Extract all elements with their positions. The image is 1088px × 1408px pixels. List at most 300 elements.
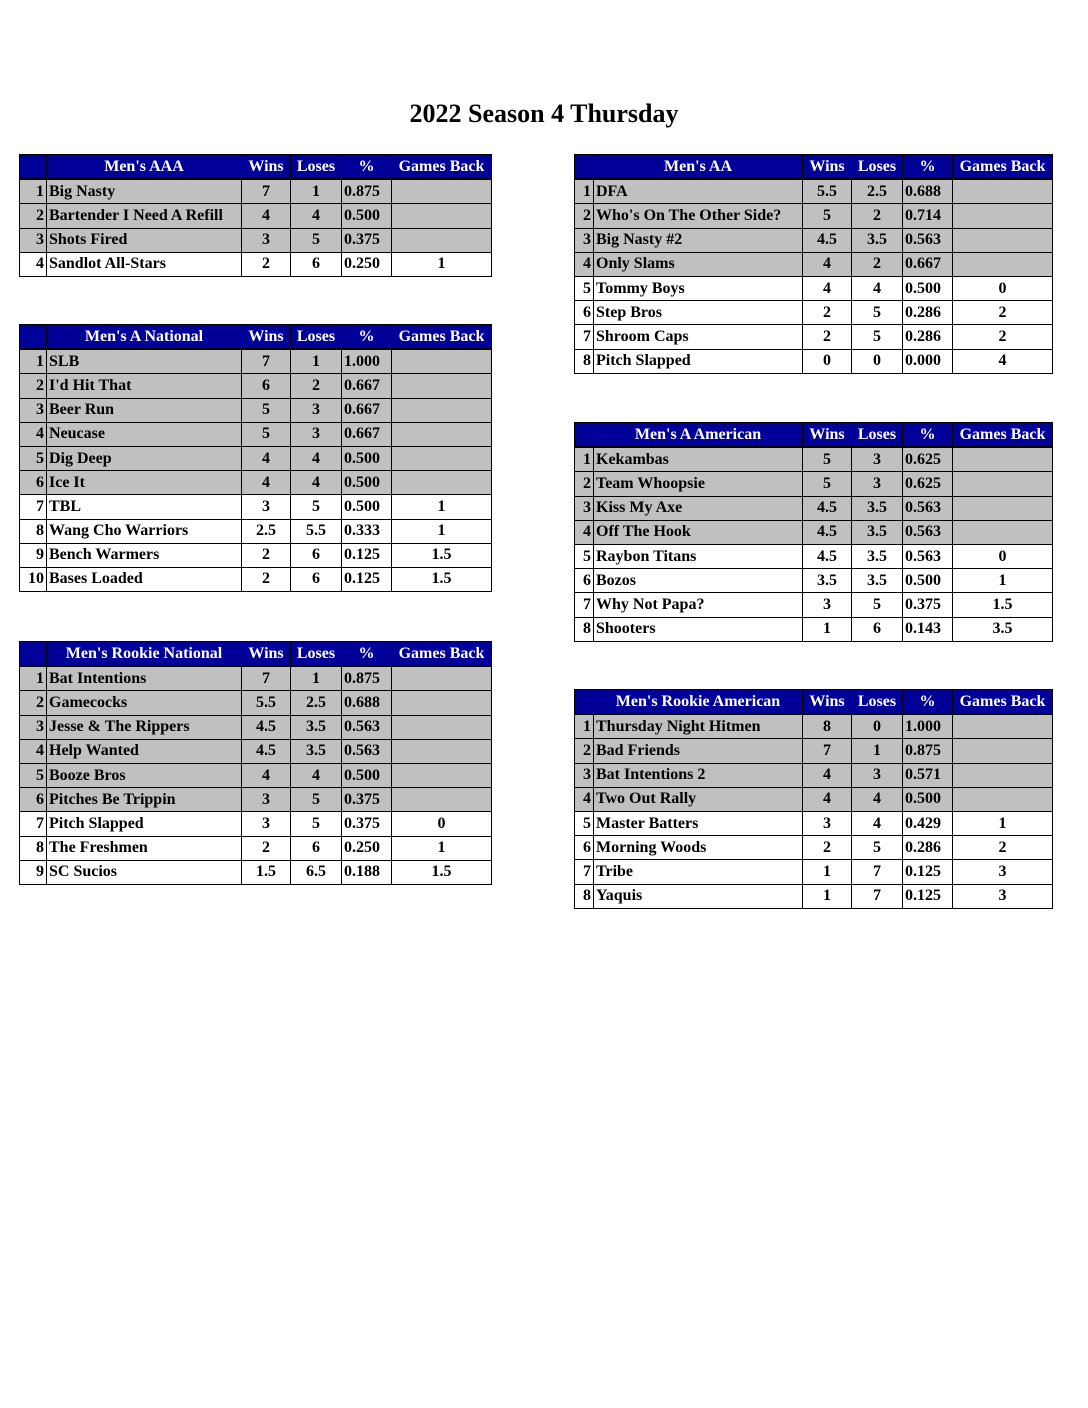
loses-cell: 2 [291, 374, 342, 398]
wins-cell: 4.5 [803, 544, 852, 568]
loses-cell: 6 [291, 543, 342, 567]
team-name-cell: Help Wanted [47, 739, 242, 763]
pct-cell: 0.125 [903, 884, 953, 908]
table-row [20, 788, 492, 812]
table-row [20, 763, 492, 787]
pct-cell: 0.500 [342, 446, 392, 470]
wins-cell: 4 [803, 276, 852, 300]
column-header-wins: Wins [803, 155, 852, 180]
games-back-cell: 1.5 [392, 860, 492, 884]
games-back-cell [953, 787, 1053, 811]
wins-cell: 4 [242, 471, 291, 495]
wins-cell: 7 [242, 179, 291, 204]
rank-cell: 4 [20, 739, 47, 763]
loses-cell: 5 [291, 812, 342, 836]
wins-cell: 1 [803, 617, 852, 641]
team-name-cell: Step Bros [594, 301, 803, 325]
loses-cell: 1 [291, 666, 342, 691]
games-back-cell: 1 [392, 252, 492, 276]
rank-cell: 3 [575, 228, 594, 252]
team-name-cell: Shroom Caps [594, 325, 803, 349]
wins-cell: 8 [803, 714, 852, 739]
pct-cell: 0.875 [342, 179, 392, 204]
column-header-games-back: Games Back [953, 155, 1053, 180]
loses-cell: 3.5 [852, 228, 903, 252]
table-row [20, 666, 492, 691]
team-name-cell: Bases Loaded [47, 567, 242, 591]
pct-cell: 0.286 [903, 325, 953, 349]
rank-cell: 9 [20, 543, 47, 567]
table-row [575, 179, 1053, 204]
games-back-cell [392, 398, 492, 422]
table-row [575, 593, 1053, 617]
table-row [575, 349, 1053, 373]
header-blank [20, 325, 47, 350]
pct-cell: 0.667 [342, 398, 392, 422]
pct-cell: 0.500 [903, 569, 953, 593]
pct-cell: 0.563 [903, 544, 953, 568]
wins-cell: 3.5 [803, 569, 852, 593]
rank-cell: 2 [575, 472, 594, 496]
pct-cell: 0.125 [903, 860, 953, 884]
games-back-cell: 3.5 [953, 617, 1053, 641]
pct-cell: 0.667 [342, 374, 392, 398]
table-row [20, 860, 492, 884]
loses-cell: 5 [291, 228, 342, 252]
wins-cell: 4.5 [803, 228, 852, 252]
games-back-cell: 0 [953, 544, 1053, 568]
rank-cell: 1 [20, 666, 47, 691]
team-name-cell: Shots Fired [47, 228, 242, 252]
table-row [20, 836, 492, 860]
loses-cell: 4 [291, 763, 342, 787]
table-row [575, 763, 1053, 787]
pct-cell: 0.563 [903, 496, 953, 520]
loses-cell: 2.5 [291, 691, 342, 715]
wins-cell: 5 [803, 447, 852, 472]
rank-cell: 3 [20, 715, 47, 739]
column-header-loses: Loses [852, 690, 903, 715]
games-back-cell: 4 [953, 349, 1053, 373]
rank-cell: 3 [575, 763, 594, 787]
column-header-wins: Wins [242, 325, 291, 350]
loses-cell: 6 [291, 836, 342, 860]
games-back-cell [392, 374, 492, 398]
table-row [20, 374, 492, 398]
wins-cell: 3 [242, 788, 291, 812]
column-header-wins: Wins [242, 642, 291, 667]
rank-cell: 1 [20, 179, 47, 204]
team-name-cell: SLB [47, 349, 242, 374]
pct-cell: 0.500 [342, 763, 392, 787]
team-name-cell: Booze Bros [47, 763, 242, 787]
rank-cell: 7 [20, 495, 47, 519]
division-name: Men's A National [47, 325, 242, 350]
column-header-games-back: Games Back [392, 325, 492, 350]
column-header-games-back: Games Back [953, 423, 1053, 448]
pct-cell: 0.563 [342, 739, 392, 763]
loses-cell: 3.5 [852, 569, 903, 593]
team-name-cell: Bat Intentions [47, 666, 242, 691]
loses-cell: 1 [852, 739, 903, 763]
team-name-cell: Ice It [47, 471, 242, 495]
wins-cell: 3 [242, 812, 291, 836]
pct-cell: 0.500 [342, 471, 392, 495]
team-name-cell: SC Sucios [47, 860, 242, 884]
pct-cell: 0.286 [903, 301, 953, 325]
pct-cell: 0.667 [903, 252, 953, 276]
pct-cell: 0.143 [903, 617, 953, 641]
wins-cell: 4 [242, 204, 291, 228]
loses-cell: 3 [291, 422, 342, 446]
wins-cell: 2 [242, 252, 291, 276]
team-name-cell: Shooters [594, 617, 803, 641]
wins-cell: 2 [242, 567, 291, 591]
column-header-pct: % [903, 155, 953, 180]
wins-cell: 5 [803, 204, 852, 228]
games-back-cell: 1.5 [953, 593, 1053, 617]
table-row [575, 544, 1053, 568]
loses-cell: 0 [852, 714, 903, 739]
team-name-cell: Bad Friends [594, 739, 803, 763]
loses-cell: 6 [291, 567, 342, 591]
games-back-cell: 1 [392, 519, 492, 543]
rank-cell: 5 [20, 763, 47, 787]
wins-cell: 4.5 [242, 715, 291, 739]
games-back-cell: 1.5 [392, 543, 492, 567]
pct-cell: 0.875 [903, 739, 953, 763]
pct-cell: 0.333 [342, 519, 392, 543]
team-name-cell: Morning Woods [594, 836, 803, 860]
pct-cell: 0.375 [903, 593, 953, 617]
column-header-loses: Loses [291, 325, 342, 350]
games-back-cell [953, 520, 1053, 544]
table-row [20, 543, 492, 567]
division-name: Men's Rookie National [47, 642, 242, 667]
rank-cell: 8 [575, 884, 594, 908]
table-row [20, 495, 492, 519]
pct-cell: 0.286 [903, 836, 953, 860]
rank-cell: 3 [20, 228, 47, 252]
table-row [20, 228, 492, 252]
wins-cell: 7 [242, 349, 291, 374]
rank-cell: 1 [575, 714, 594, 739]
team-name-cell: Tommy Boys [594, 276, 803, 300]
rank-cell: 6 [575, 569, 594, 593]
table-row [20, 446, 492, 470]
rank-cell: 2 [575, 204, 594, 228]
table-row [20, 739, 492, 763]
team-name-cell: Pitches Be Trippin [47, 788, 242, 812]
loses-cell: 3 [852, 447, 903, 472]
games-back-cell: 1 [953, 811, 1053, 835]
games-back-cell [392, 422, 492, 446]
standings-table-mens-rookie-american [574, 689, 1053, 909]
team-name-cell: Kiss My Axe [594, 496, 803, 520]
table-row [575, 739, 1053, 763]
games-back-cell: 1.5 [392, 567, 492, 591]
header-blank [20, 155, 47, 180]
header-blank [575, 690, 594, 715]
table-row [575, 811, 1053, 835]
standings-table-mens-a-national [19, 324, 492, 592]
wins-cell: 4 [242, 446, 291, 470]
team-name-cell: Wang Cho Warriors [47, 519, 242, 543]
loses-cell: 3.5 [852, 496, 903, 520]
table-row [20, 519, 492, 543]
team-name-cell: Big Nasty [47, 179, 242, 204]
loses-cell: 5 [291, 495, 342, 519]
wins-cell: 7 [242, 666, 291, 691]
wins-cell: 5 [242, 398, 291, 422]
table-row [20, 179, 492, 204]
wins-cell: 4.5 [242, 739, 291, 763]
wins-cell: 2 [803, 325, 852, 349]
games-back-cell [392, 471, 492, 495]
team-name-cell: I'd Hit That [47, 374, 242, 398]
column-header-wins: Wins [803, 423, 852, 448]
team-name-cell: Neucase [47, 422, 242, 446]
games-back-cell: 1 [953, 569, 1053, 593]
games-back-cell: 2 [953, 301, 1053, 325]
loses-cell: 2.5 [852, 179, 903, 204]
loses-cell: 5 [852, 325, 903, 349]
rank-cell: 8 [20, 519, 47, 543]
games-back-cell [392, 228, 492, 252]
pct-cell: 0.563 [903, 228, 953, 252]
team-name-cell: Sandlot All-Stars [47, 252, 242, 276]
column-header-loses: Loses [852, 423, 903, 448]
pct-cell: 0.375 [342, 228, 392, 252]
table-row [575, 836, 1053, 860]
loses-cell: 6 [291, 252, 342, 276]
pct-cell: 1.000 [342, 349, 392, 374]
standings-table-mens-a-american [574, 422, 1053, 642]
column-header-wins: Wins [242, 155, 291, 180]
games-back-cell: 2 [953, 325, 1053, 349]
loses-cell: 5 [852, 301, 903, 325]
games-back-cell [953, 447, 1053, 472]
pct-cell: 0.688 [342, 691, 392, 715]
column-header-games-back: Games Back [392, 155, 492, 180]
table-row [575, 860, 1053, 884]
team-name-cell: Thursday Night Hitmen [594, 714, 803, 739]
loses-cell: 3.5 [291, 739, 342, 763]
team-name-cell: DFA [594, 179, 803, 204]
table-row [575, 228, 1053, 252]
rank-cell: 6 [575, 836, 594, 860]
loses-cell: 5 [852, 593, 903, 617]
games-back-cell [953, 179, 1053, 204]
table-row [20, 422, 492, 446]
rank-cell: 4 [575, 252, 594, 276]
games-back-cell [392, 446, 492, 470]
games-back-cell [953, 714, 1053, 739]
pct-cell: 0.571 [903, 763, 953, 787]
rank-cell: 5 [20, 446, 47, 470]
rank-cell: 7 [20, 812, 47, 836]
team-name-cell: Kekambas [594, 447, 803, 472]
table-row [575, 447, 1053, 472]
pct-cell: 0.250 [342, 836, 392, 860]
games-back-cell: 0 [953, 276, 1053, 300]
team-name-cell: Pitch Slapped [47, 812, 242, 836]
pct-cell: 0.563 [903, 520, 953, 544]
page-title: 2022 Season 4 Thursday [409, 99, 679, 128]
wins-cell: 3 [803, 811, 852, 835]
loses-cell: 3 [852, 472, 903, 496]
table-row [575, 252, 1053, 276]
table-row [575, 276, 1053, 300]
rank-cell: 4 [575, 787, 594, 811]
column-header-pct: % [342, 155, 392, 180]
rank-cell: 8 [20, 836, 47, 860]
games-back-cell [953, 252, 1053, 276]
header-blank [575, 155, 594, 180]
team-name-cell: Off The Hook [594, 520, 803, 544]
column-header-games-back: Games Back [953, 690, 1053, 715]
team-name-cell: Only Slams [594, 252, 803, 276]
pct-cell: 0.188 [342, 860, 392, 884]
pct-cell: 0.714 [903, 204, 953, 228]
wins-cell: 4 [803, 787, 852, 811]
table-row [575, 204, 1053, 228]
loses-cell: 1 [291, 349, 342, 374]
table-row [575, 884, 1053, 908]
rank-cell: 7 [575, 860, 594, 884]
pct-cell: 0.667 [342, 422, 392, 446]
loses-cell: 4 [852, 787, 903, 811]
loses-cell: 6 [852, 617, 903, 641]
pct-cell: 0.875 [342, 666, 392, 691]
team-name-cell: Team Whoopsie [594, 472, 803, 496]
header-blank [575, 423, 594, 448]
team-name-cell: Big Nasty #2 [594, 228, 803, 252]
games-back-cell [392, 666, 492, 691]
games-back-cell: 3 [953, 884, 1053, 908]
pct-cell: 1.000 [903, 714, 953, 739]
loses-cell: 4 [852, 276, 903, 300]
wins-cell: 5.5 [242, 691, 291, 715]
rank-cell: 2 [20, 691, 47, 715]
column-header-loses: Loses [291, 642, 342, 667]
games-back-cell [392, 179, 492, 204]
wins-cell: 1 [803, 860, 852, 884]
table-row [20, 398, 492, 422]
rank-cell: 6 [20, 471, 47, 495]
table-row [20, 349, 492, 374]
team-name-cell: Jesse & The Rippers [47, 715, 242, 739]
games-back-cell [392, 763, 492, 787]
wins-cell: 5 [242, 422, 291, 446]
loses-cell: 3.5 [291, 715, 342, 739]
rank-cell: 5 [575, 544, 594, 568]
loses-cell: 4 [291, 204, 342, 228]
games-back-cell: 1 [392, 495, 492, 519]
table-row [575, 520, 1053, 544]
pct-cell: 0.625 [903, 447, 953, 472]
wins-cell: 4 [803, 763, 852, 787]
loses-cell: 7 [852, 860, 903, 884]
rank-cell: 1 [575, 447, 594, 472]
pct-cell: 0.500 [903, 787, 953, 811]
table-row [575, 325, 1053, 349]
rank-cell: 1 [575, 179, 594, 204]
games-back-cell [392, 739, 492, 763]
rank-cell: 6 [20, 788, 47, 812]
wins-cell: 1 [803, 884, 852, 908]
division-name: Men's A American [594, 423, 803, 448]
pct-cell: 0.000 [903, 349, 953, 373]
loses-cell: 6.5 [291, 860, 342, 884]
pct-cell: 0.500 [342, 495, 392, 519]
loses-cell: 5 [291, 788, 342, 812]
table-row [575, 617, 1053, 641]
wins-cell: 5.5 [803, 179, 852, 204]
games-back-cell: 1 [392, 836, 492, 860]
column-header-loses: Loses [291, 155, 342, 180]
table-row [20, 204, 492, 228]
loses-cell: 3 [852, 763, 903, 787]
rank-cell: 4 [20, 252, 47, 276]
table-header-row [20, 642, 492, 667]
wins-cell: 3 [803, 593, 852, 617]
pct-cell: 0.250 [342, 252, 392, 276]
team-name-cell: Pitch Slapped [594, 349, 803, 373]
rank-cell: 2 [20, 204, 47, 228]
wins-cell: 2.5 [242, 519, 291, 543]
table-row [20, 691, 492, 715]
pct-cell: 0.500 [342, 204, 392, 228]
team-name-cell: Two Out Rally [594, 787, 803, 811]
team-name-cell: Why Not Papa? [594, 593, 803, 617]
loses-cell: 4 [291, 446, 342, 470]
loses-cell: 3.5 [852, 520, 903, 544]
standings-table-mens-aaa [19, 154, 492, 277]
table-row [20, 252, 492, 276]
team-name-cell: Yaquis [594, 884, 803, 908]
wins-cell: 3 [242, 495, 291, 519]
games-back-cell [392, 204, 492, 228]
rank-cell: 4 [575, 520, 594, 544]
column-header-pct: % [903, 690, 953, 715]
division-name: Men's AAA [47, 155, 242, 180]
table-header-row [575, 690, 1053, 715]
wins-cell: 2 [242, 543, 291, 567]
column-header-games-back: Games Back [392, 642, 492, 667]
games-back-cell: 3 [953, 860, 1053, 884]
team-name-cell: The Freshmen [47, 836, 242, 860]
wins-cell: 4 [242, 763, 291, 787]
loses-cell: 2 [852, 204, 903, 228]
column-header-pct: % [903, 423, 953, 448]
table-row [575, 714, 1053, 739]
team-name-cell: Beer Run [47, 398, 242, 422]
wins-cell: 3 [242, 228, 291, 252]
table-row [20, 471, 492, 495]
header-blank [20, 642, 47, 667]
table-header-row [20, 155, 492, 180]
games-back-cell: 0 [392, 812, 492, 836]
pct-cell: 0.500 [903, 276, 953, 300]
table-header-row [575, 155, 1053, 180]
rank-cell: 1 [20, 349, 47, 374]
games-back-cell [392, 788, 492, 812]
loses-cell: 4 [852, 811, 903, 835]
rank-cell: 5 [575, 276, 594, 300]
rank-cell: 2 [575, 739, 594, 763]
rank-cell: 3 [20, 398, 47, 422]
